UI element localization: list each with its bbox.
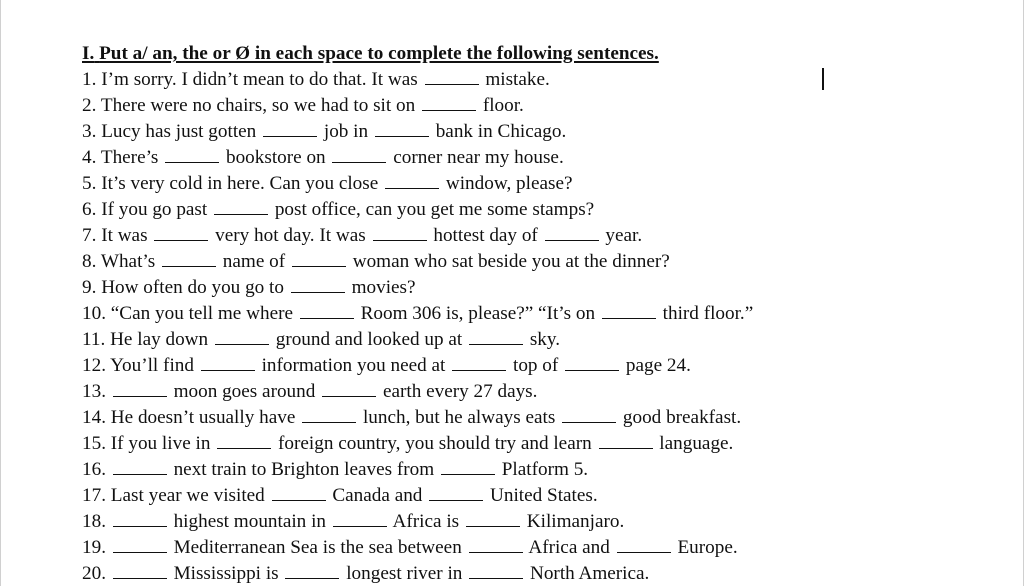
question-text: I’m sorry. I didn’t mean to do that. It was	[101, 69, 423, 90]
question-text: window, please?	[441, 173, 573, 194]
question-text: It’s very cold in here. Can you close	[101, 173, 384, 194]
exercise-title	[82, 41, 982, 67]
answer-blank[interactable]	[617, 551, 671, 553]
answer-blank[interactable]	[545, 239, 599, 241]
question-number: 6.	[82, 199, 97, 220]
answer-blank[interactable]	[272, 499, 326, 501]
answer-blank[interactable]	[162, 265, 216, 267]
question-text: He doesn’t usually have	[110, 407, 301, 428]
question-number: 17.	[82, 485, 106, 506]
question-number: 9.	[82, 277, 97, 298]
question-number: 7.	[82, 225, 97, 246]
question-text: third floor.”	[657, 303, 754, 324]
question-text: year.	[600, 225, 643, 246]
answer-blank[interactable]	[113, 395, 167, 397]
question-item	[82, 93, 982, 119]
question-item	[82, 535, 982, 561]
answer-blank[interactable]	[599, 447, 653, 449]
question-number: 5.	[82, 173, 97, 194]
answer-blank[interactable]	[429, 499, 483, 501]
question-text: bookstore on	[221, 147, 331, 168]
question-item	[82, 67, 982, 93]
answer-blank[interactable]	[215, 343, 269, 345]
question-text: Kilimanjaro.	[521, 511, 625, 532]
question-item	[82, 197, 982, 223]
question-text: language.	[654, 433, 734, 454]
question-text: very hot day. It was	[210, 225, 371, 246]
question-text: bank in Chicago.	[430, 121, 567, 142]
question-text: “Can you tell me where	[110, 303, 298, 324]
question-item	[82, 249, 982, 275]
answer-blank[interactable]	[422, 109, 476, 111]
question-number: 2.	[82, 95, 97, 116]
question-text: If you go past	[101, 199, 213, 220]
question-text: floor.	[478, 95, 524, 116]
question-text: job in	[319, 121, 373, 142]
question-number: 11.	[82, 329, 106, 350]
question-text: page 24.	[621, 355, 691, 376]
answer-blank[interactable]	[425, 83, 479, 85]
answer-blank[interactable]	[113, 577, 167, 579]
answer-blank[interactable]	[291, 291, 345, 293]
text-cursor	[822, 68, 824, 90]
question-number: 14.	[82, 407, 106, 428]
answer-blank[interactable]	[565, 369, 619, 371]
exercise-number: I.	[82, 43, 95, 64]
question-text: corner near my house.	[388, 147, 564, 168]
answer-blank[interactable]	[466, 525, 520, 527]
question-text: top of	[508, 355, 564, 376]
answer-blank[interactable]	[322, 395, 376, 397]
question-item	[82, 431, 982, 457]
question-item	[82, 171, 982, 197]
question-item	[82, 301, 982, 327]
answer-blank[interactable]	[332, 161, 386, 163]
question-text: United States.	[485, 485, 598, 506]
question-item	[82, 509, 982, 535]
question-number: 13.	[82, 381, 106, 402]
question-text: Lucy has just gotten	[101, 121, 262, 142]
question-item	[82, 379, 982, 405]
answer-blank[interactable]	[469, 577, 523, 579]
question-text: movies?	[346, 277, 416, 298]
question-text: There’s	[100, 147, 164, 168]
question-number: 8.	[82, 251, 97, 272]
question-item	[82, 223, 982, 249]
question-text: sky.	[525, 329, 561, 350]
question-text: mistake.	[480, 69, 550, 90]
answer-blank[interactable]	[302, 421, 356, 423]
question-item	[82, 275, 982, 301]
question-text: post office, can you get me some stamps?	[270, 199, 595, 220]
question-text: ground and looked up at	[270, 329, 468, 350]
question-text: highest mountain in	[168, 511, 331, 532]
question-text: moon goes around	[168, 381, 321, 402]
question-number: 12.	[82, 355, 106, 376]
worksheet	[82, 41, 982, 586]
answer-blank[interactable]	[300, 317, 354, 319]
question-text: How often do you go to	[101, 277, 289, 298]
answer-blank[interactable]	[373, 239, 427, 241]
question-number: 15.	[82, 433, 106, 454]
question-text: North America.	[525, 563, 650, 584]
question-text: Africa is	[388, 511, 464, 532]
question-text: It was	[101, 225, 153, 246]
question-text: information you need at	[256, 355, 451, 376]
answer-blank[interactable]	[165, 161, 219, 163]
exercise-instruction: Put a/ an, the or Ø in each space to complete the following sentences.	[99, 43, 659, 64]
answer-blank[interactable]	[214, 213, 268, 215]
question-item	[82, 145, 982, 171]
answer-blank[interactable]	[385, 187, 439, 189]
answer-blank[interactable]	[201, 369, 255, 371]
question-number: 20.	[82, 563, 106, 584]
answer-blank[interactable]	[375, 135, 429, 137]
question-text: hottest day of	[428, 225, 543, 246]
answer-blank[interactable]	[292, 265, 346, 267]
question-text: name of	[218, 251, 290, 272]
question-item	[82, 483, 982, 509]
question-item	[82, 457, 982, 483]
question-text: Europe.	[672, 537, 738, 558]
question-text: good breakfast.	[618, 407, 742, 428]
question-number: 16.	[82, 459, 106, 480]
question-number: 18.	[82, 511, 106, 532]
answer-blank[interactable]	[285, 577, 339, 579]
question-text: Platform 5.	[496, 459, 589, 480]
answer-blank[interactable]	[113, 473, 167, 475]
question-text: Mediterranean Sea is the sea between	[168, 537, 467, 558]
answer-blank[interactable]	[469, 551, 523, 553]
answer-blank[interactable]	[217, 447, 271, 449]
answer-blank[interactable]	[441, 473, 495, 475]
question-number: 10.	[82, 303, 106, 324]
answer-blank[interactable]	[333, 525, 387, 527]
question-number: 3.	[82, 121, 97, 142]
question-item	[82, 405, 982, 431]
question-text: longest river in	[341, 563, 468, 584]
question-item	[82, 119, 982, 145]
question-text: next train to Brighton leaves from	[168, 459, 439, 480]
question-item	[82, 561, 982, 586]
question-text: earth every 27 days.	[378, 381, 538, 402]
question-text: There were no chairs, so we had to sit on	[100, 95, 421, 116]
question-text: Last year we visited	[110, 485, 270, 506]
question-text: What’s	[100, 251, 160, 272]
question-text: woman who sat beside you at the dinner?	[347, 251, 670, 272]
question-item	[82, 327, 982, 353]
question-text: lunch, but he always eats	[358, 407, 561, 428]
question-text: If you live in	[110, 433, 216, 454]
answer-blank[interactable]	[469, 343, 523, 345]
question-number: 19.	[82, 537, 106, 558]
question-number: 1.	[82, 69, 97, 90]
question-list	[82, 67, 982, 586]
answer-blank[interactable]	[113, 551, 167, 553]
question-number: 4.	[82, 147, 97, 168]
answer-blank[interactable]	[154, 239, 208, 241]
answer-blank[interactable]	[562, 421, 616, 423]
answer-blank[interactable]	[263, 135, 317, 137]
answer-blank[interactable]	[602, 317, 656, 319]
answer-blank[interactable]	[113, 525, 167, 527]
question-text: Mississippi is	[168, 563, 284, 584]
question-item	[82, 353, 982, 379]
question-text: He lay down	[110, 329, 213, 350]
answer-blank[interactable]	[452, 369, 506, 371]
question-text: Room 306 is, please?” “It’s on	[355, 303, 600, 324]
question-text: Africa and	[524, 537, 615, 558]
question-text: You’ll find	[110, 355, 199, 376]
question-text: Canada and	[327, 485, 428, 506]
question-text: foreign country, you should try and learn	[273, 433, 597, 454]
